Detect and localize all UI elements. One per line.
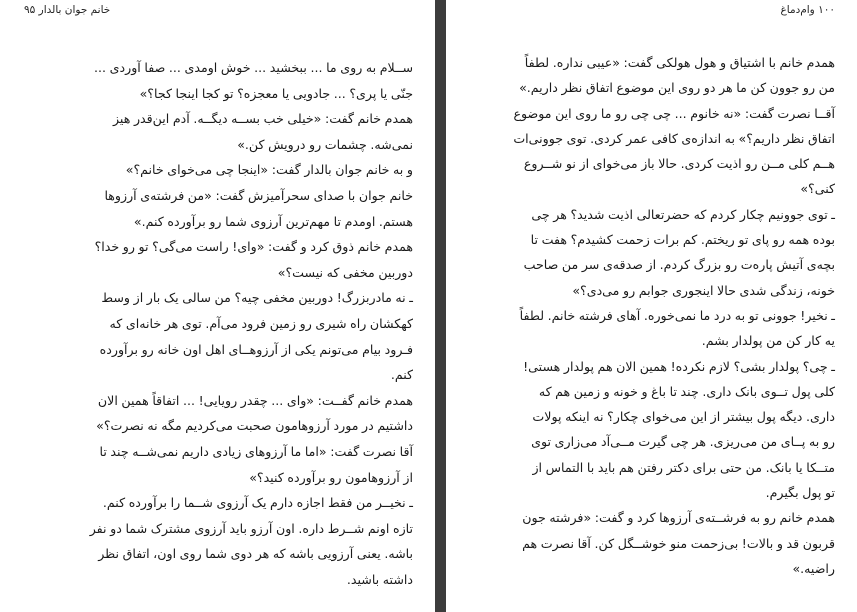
page-gutter [435,0,446,612]
text-line: یه کار کن من پولدار بشم. [701,333,835,349]
text-line: داشته باشید. [346,571,413,587]
text-line: راضیه.» [792,560,835,576]
text-line: رو به پــای من می‌ریزی. هر چی گیرت مــی‌آد می‌زاری توی [531,434,835,450]
right-page-header: ۱۰۰ وام‌دماغ [780,4,835,16]
text-line: خانم جوان با صدای سحرآمیزش گفت: «من فرشته‌ی آرزوها [104,187,413,203]
text-line: ـ نخیــر من فقط اجازه دارم یک آرزوی شــما را برآورده کنم. [102,495,413,511]
text-line: دوربین مخفی که نیست؟» [277,264,413,280]
text-line: باشه. یعنی آرزویی باشه که هر دوی شما روی اون، اتفاق نظر [98,546,413,562]
text-line: کهکشان راه شیری رو زمین فرود می‌آم. توی هر خانه‌ای که [109,315,413,331]
text-line: کنم. [390,367,413,383]
text-line: کلی پول تــوی بانک داری. چند تا باغ و خونه و زمین هم که [538,383,835,399]
left-page-header: خانم جوان بالدار ۹۵ [24,4,111,16]
text-line: من رو جوون کن ما هر دو روی این موضوع اتفاق نظر داریم.» [519,80,835,96]
text-line: ـ توی جوونیم چکار کردم که حضرتعالی اذیت شدید؟ هر چی [531,206,835,222]
text-line: بوده همه رو پای تو ریختم. کم برات زحمت کشیدم؟ هفت تا [530,232,835,248]
text-line: خونه، زندگی شدی حالا اینجوری جوابم رو می‌دی؟» [572,282,835,298]
text-line: نمی‌شه. چشمات رو درویش کن.» [237,136,413,152]
text-line: همدم خانم گفت: «خیلی خب بســه دیگــه. آدم این‌قدر هیز [112,111,413,127]
text-line: تازه اونم شــرط داره. اون آرزو باید آرزوی مشترک شما دو نفر [89,520,413,536]
text-line: ـ چی؟ پولدار بشی؟ لازم نکرده! همین الان هم پولدار هستی! [523,358,835,374]
text-line: کنی؟» [800,181,835,197]
text-line: داری. دیگه پول بیشتر از این می‌خوای چکار؟ نه اینکه پولات [532,409,835,425]
text-line: همدم خانم رو به فرشــته‌ی آرزوها کرد و گفت: «فرشته جون [522,510,835,526]
right-page [446,0,857,612]
text-line: ـ نه مادربزرگ! دوربین مخفی چیه؟ من سالی یک بار از وسط [101,290,413,306]
text-line: متــکا یا بانک. من حتی برای دکتر رفتن هم باید با التماس از [532,459,835,475]
left-page-text [14,55,413,592]
text-line: اتفاق نظر داریم؟» به اندازه‌ی کافی عمر کردی. توی جوونی‌ات [513,130,835,146]
text-line: آقا نصرت گفت: «اما ما آرزوهای زیادی داریم نمی‌شــه چند تا [99,443,413,459]
text-line: تو پول بگیرم. [765,485,835,501]
text-line: بچه‌ی آتیش پارەت رو بزرگ کردم. از صدقه‌ی سر من صاحب [523,257,835,273]
text-line: قربون قد و بالات! بی‌زحمت منو خوشــگل کن. آقا نصرت هم [522,535,835,551]
text-line: همدم خانم گفــت: «وای ... چقدر رویایی! ... اتفاقاً همین الان [97,392,413,408]
text-line: فـرود بیام می‌تونم یکی از آرزوهــای اهل اون خانه رو برآورده [99,341,413,357]
text-line: از آرزوهامون رو برآورده کنید؟» [249,469,413,485]
text-line: ســلام به روی ما ... ببخشید ... خوش اومدی ... صفا آوردی ... [94,60,413,75]
text-line: همدم خانم ذوق کرد و گفت: «وای! راست می‌گی؟ تو رو خدا؟ [94,239,413,255]
right-page-text [486,50,835,581]
text-line: آقــا نصرت گفت: «نه خانوم ... چی چی رو ما روی این موضوع [513,105,835,121]
text-line: هستم. اومدم تا مهم‌ترین آرزوی شما رو برآورده کنم.» [133,213,413,229]
text-line: جنّی یا پری؟ ... جادویی یا معجزه؟ تو کجا اینجا کجا؟» [139,85,413,101]
text-line: داشتیم در مورد آرزوهامون صحبت می‌کردیم مگه نه نصرت؟» [96,418,413,434]
text-line: هــم کلی مــن رو اذیت کردی. حالا باز می‌خوای از نو شــروع [523,156,835,172]
text-line: همدم خانم با اشتیاق و هول هولکی گفت: «عیبی نداره. لطفاً [524,55,835,70]
text-line: ـ نخیر! جوونی تو به درد ما نمی‌خوره. آهای فرشته خانم. لطفاً [519,307,835,323]
text-line: و به خانم جوان بالدار گفت: «اینجا چی می‌خوای خانم؟» [125,162,413,178]
